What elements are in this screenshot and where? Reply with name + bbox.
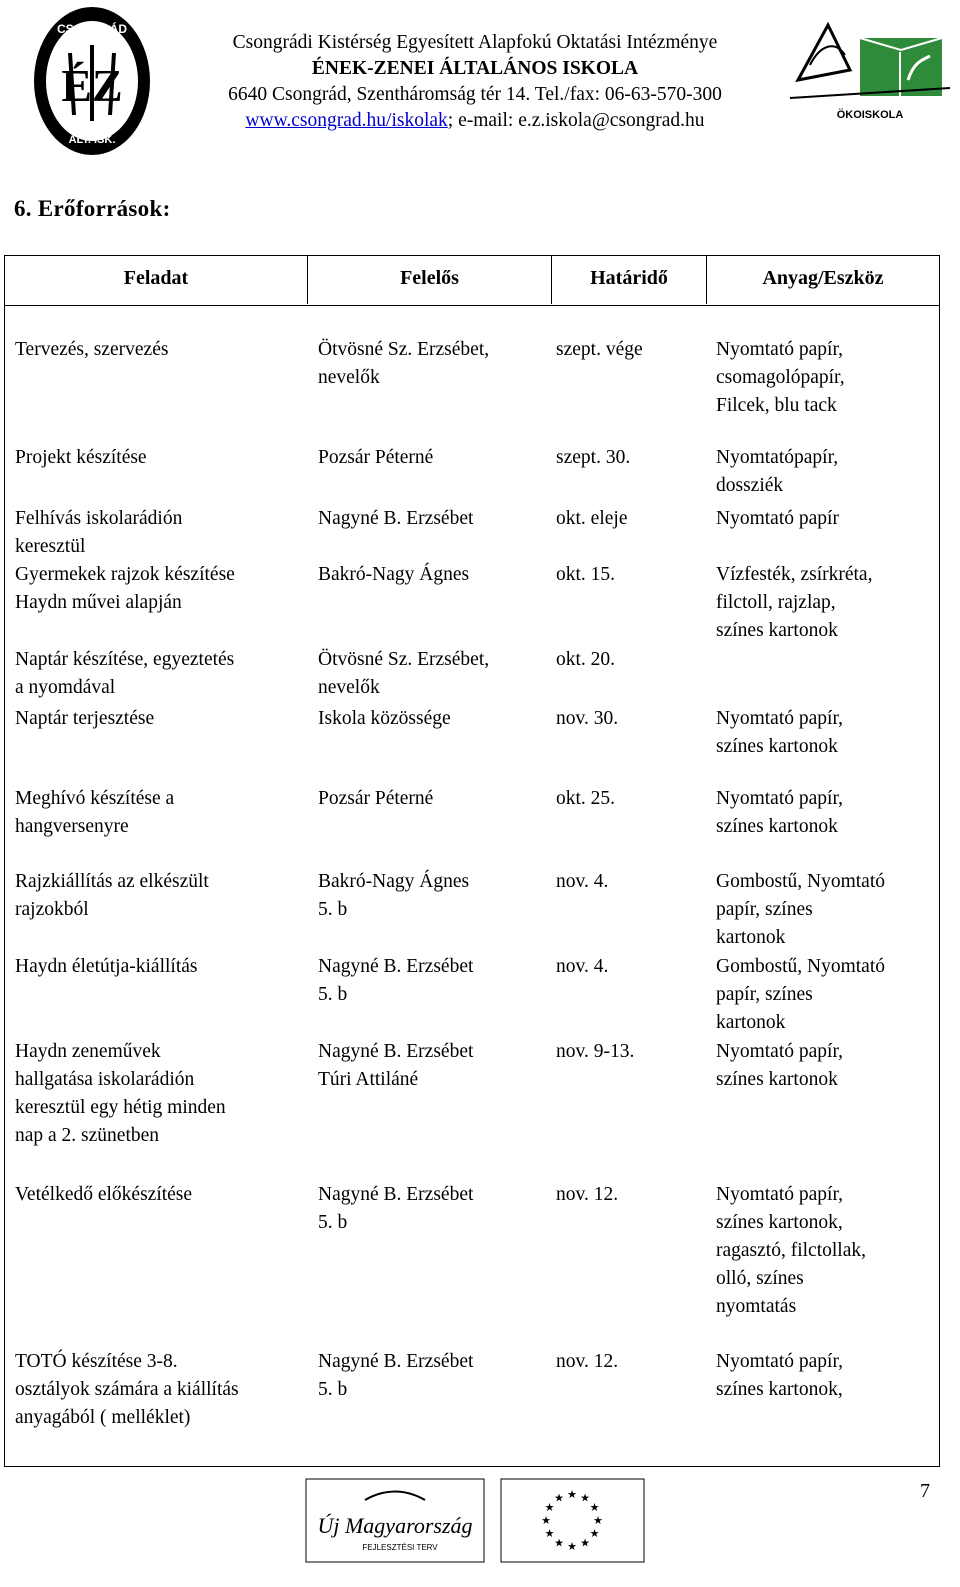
cell-task: Vetélkedő előkészítése: [15, 1184, 193, 1205]
school-address: 6640 Csongrád, Szentháromság tér 14. Tel./fax: 06-63-570-300: [228, 84, 722, 105]
cell-responsible: Nagyné B. Erzsébet 5. b: [318, 1184, 474, 1233]
eu-star-icon: ★: [593, 1515, 603, 1527]
eu-logo-icon: [500, 1478, 645, 1563]
eu-star-icon: ★: [544, 1528, 555, 1540]
eco-school-logo-icon: [790, 10, 950, 125]
header-task: Feladat: [5, 256, 308, 304]
eu-star-icon: ★: [580, 1537, 590, 1550]
cell-task: Meghívó készítése a hangversenyre: [15, 788, 175, 837]
cell-deadline: okt. 15.: [556, 564, 616, 585]
cell-responsible: Bakró-Nagy Ágnes 5. b: [318, 871, 470, 920]
eu-star-icon: ★: [554, 1537, 564, 1550]
cell-responsible: Nagyné B. Erzsébet 5. b: [318, 1351, 474, 1400]
eu-star-icon: ★: [554, 1492, 564, 1505]
cell-task: Rajzkiállítás az elkészült rajzokból: [15, 871, 209, 920]
cell-responsible: Nagyné B. Erzsébet Túri Attiláné: [318, 1041, 474, 1090]
footer-logo-subtitle: FEJLESZTÉSI TERV: [362, 1543, 438, 1552]
cell-materials: Vízfesték, zsírkréta, filctoll, rajzlap, színes kartonok: [716, 564, 873, 641]
cell-deadline: nov. 12.: [556, 1184, 619, 1205]
cell-materials: Gombostű, Nyomtató papír, színes kartonok: [716, 871, 885, 948]
school-website-link[interactable]: www.csongrad.hu/iskolak: [245, 110, 448, 131]
cell-task: Haydn életútja-kiállítás: [15, 956, 198, 977]
eu-star-icon: ★: [567, 1541, 577, 1553]
page-number: 7: [920, 1480, 930, 1502]
cell-task: Naptár terjesztése: [15, 708, 155, 729]
eu-star-icon: ★: [589, 1502, 600, 1514]
header-responsible: Felelős: [308, 256, 552, 304]
cell-materials: Nyomtató papír, színes kartonok, ragasztó, filctollak, olló, színes nyomtatás: [716, 1184, 866, 1317]
cell-responsible: Bakró-Nagy Ágnes: [318, 564, 470, 585]
cell-materials: Nyomtató papír: [716, 508, 839, 529]
section-title: 6. Erőforrások:: [14, 196, 171, 221]
cell-materials: Nyomtató papír, színes kartonok: [716, 1041, 844, 1090]
cell-task: Naptár készítése, egyeztetés a nyomdával: [15, 649, 235, 698]
cell-materials: Nyomtató papír, színes kartonok: [716, 708, 844, 757]
cell-materials: Nyomtatópapír, dossziék: [716, 447, 839, 496]
school-name: ÉNEK-ZENEI ÁLTALÁNOS ISKOLA: [311, 58, 639, 79]
eu-star-icon: ★: [589, 1528, 600, 1540]
eu-star-icon: ★: [567, 1489, 577, 1501]
cell-deadline: nov. 9-13.: [556, 1041, 635, 1062]
cell-deadline: nov. 12.: [556, 1351, 619, 1372]
eu-star-icon: ★: [580, 1492, 590, 1505]
cell-materials: Gombostű, Nyomtató papír, színes kartonok: [716, 956, 885, 1033]
cell-responsible: Pozsár Péterné: [318, 788, 434, 809]
table-body: [5, 308, 939, 1466]
school-logo-icon: [30, 3, 155, 158]
cell-deadline: nov. 4.: [556, 871, 609, 892]
header-deadline: Határidő: [552, 256, 707, 304]
school-info: [150, 30, 800, 134]
footer-logo-title: Új Magyarország: [317, 1513, 473, 1538]
cell-deadline: okt. 20.: [556, 649, 616, 670]
cell-task: TOTÓ készítése 3-8. osztályok számára a kiállítás anyagából ( melléklet): [15, 1351, 239, 1428]
cell-deadline: nov. 30.: [556, 708, 619, 729]
cell-responsible: Ötvösné Sz. Erzsébet, nevelők: [318, 649, 490, 698]
cell-task: Gyermekek rajzok készítése Haydn művei alapján: [15, 564, 235, 613]
cell-responsible: Ötvösné Sz. Erzsébet, nevelők: [318, 339, 490, 388]
logo-top-text: CSONGRÁD: [56, 22, 128, 36]
cell-deadline: szept. vége: [556, 339, 643, 360]
cell-materials: Nyomtató papír, színes kartonok,: [716, 1351, 844, 1400]
cell-responsible: Pozsár Péterné: [318, 447, 434, 468]
cell-task: Haydn zeneművek hallgatása iskolarádión keresztül egy hétig minden nap a 2. szünetben: [15, 1041, 226, 1146]
resources-table: [4, 255, 940, 1467]
cell-responsible: Nagyné B. Erzsébet: [318, 508, 474, 529]
header-materials: Anyag/Eszköz: [762, 267, 884, 289]
eu-star-icon: ★: [544, 1502, 555, 1514]
cell-task: Projekt készítése: [15, 447, 147, 468]
cell-responsible: Iskola közössége: [318, 708, 451, 729]
letterhead: [0, 0, 960, 170]
cell-task: Tervezés, szervezés: [15, 339, 169, 360]
cell-materials: Nyomtató papír, csomagolópapír, Filcek, blu tack: [716, 339, 845, 416]
cell-materials: Nyomtató papír, színes kartonok: [716, 788, 844, 837]
cell-deadline: okt. eleje: [556, 508, 628, 529]
cell-deadline: nov. 4.: [556, 956, 609, 977]
cell-responsible: Nagyné B. Erzsébet 5. b: [318, 956, 474, 1005]
school-email: ; e-mail: e.z.iskola@csongrad.hu: [447, 110, 705, 131]
uj-magyarorszag-logo-icon: [305, 1478, 485, 1563]
table-header-row: [5, 256, 939, 306]
eu-star-icon: ★: [541, 1515, 551, 1527]
eu-stars: [541, 1489, 603, 1553]
eco-logo-caption: ÖKOISKOLA: [836, 109, 904, 121]
logo-mid-text: ÉZ: [61, 60, 123, 111]
school-contact: [150, 108, 800, 134]
logo-bottom-text: ÁLT. ISK.: [68, 134, 116, 146]
cell-deadline: okt. 25.: [556, 788, 616, 809]
school-org-name: Csongrádi Kistérség Egyesített Alapfokú Oktatási Intézménye: [232, 32, 718, 53]
cell-deadline: szept. 30.: [556, 447, 631, 468]
cell-task: Felhívás iskolarádión keresztül: [15, 508, 183, 557]
